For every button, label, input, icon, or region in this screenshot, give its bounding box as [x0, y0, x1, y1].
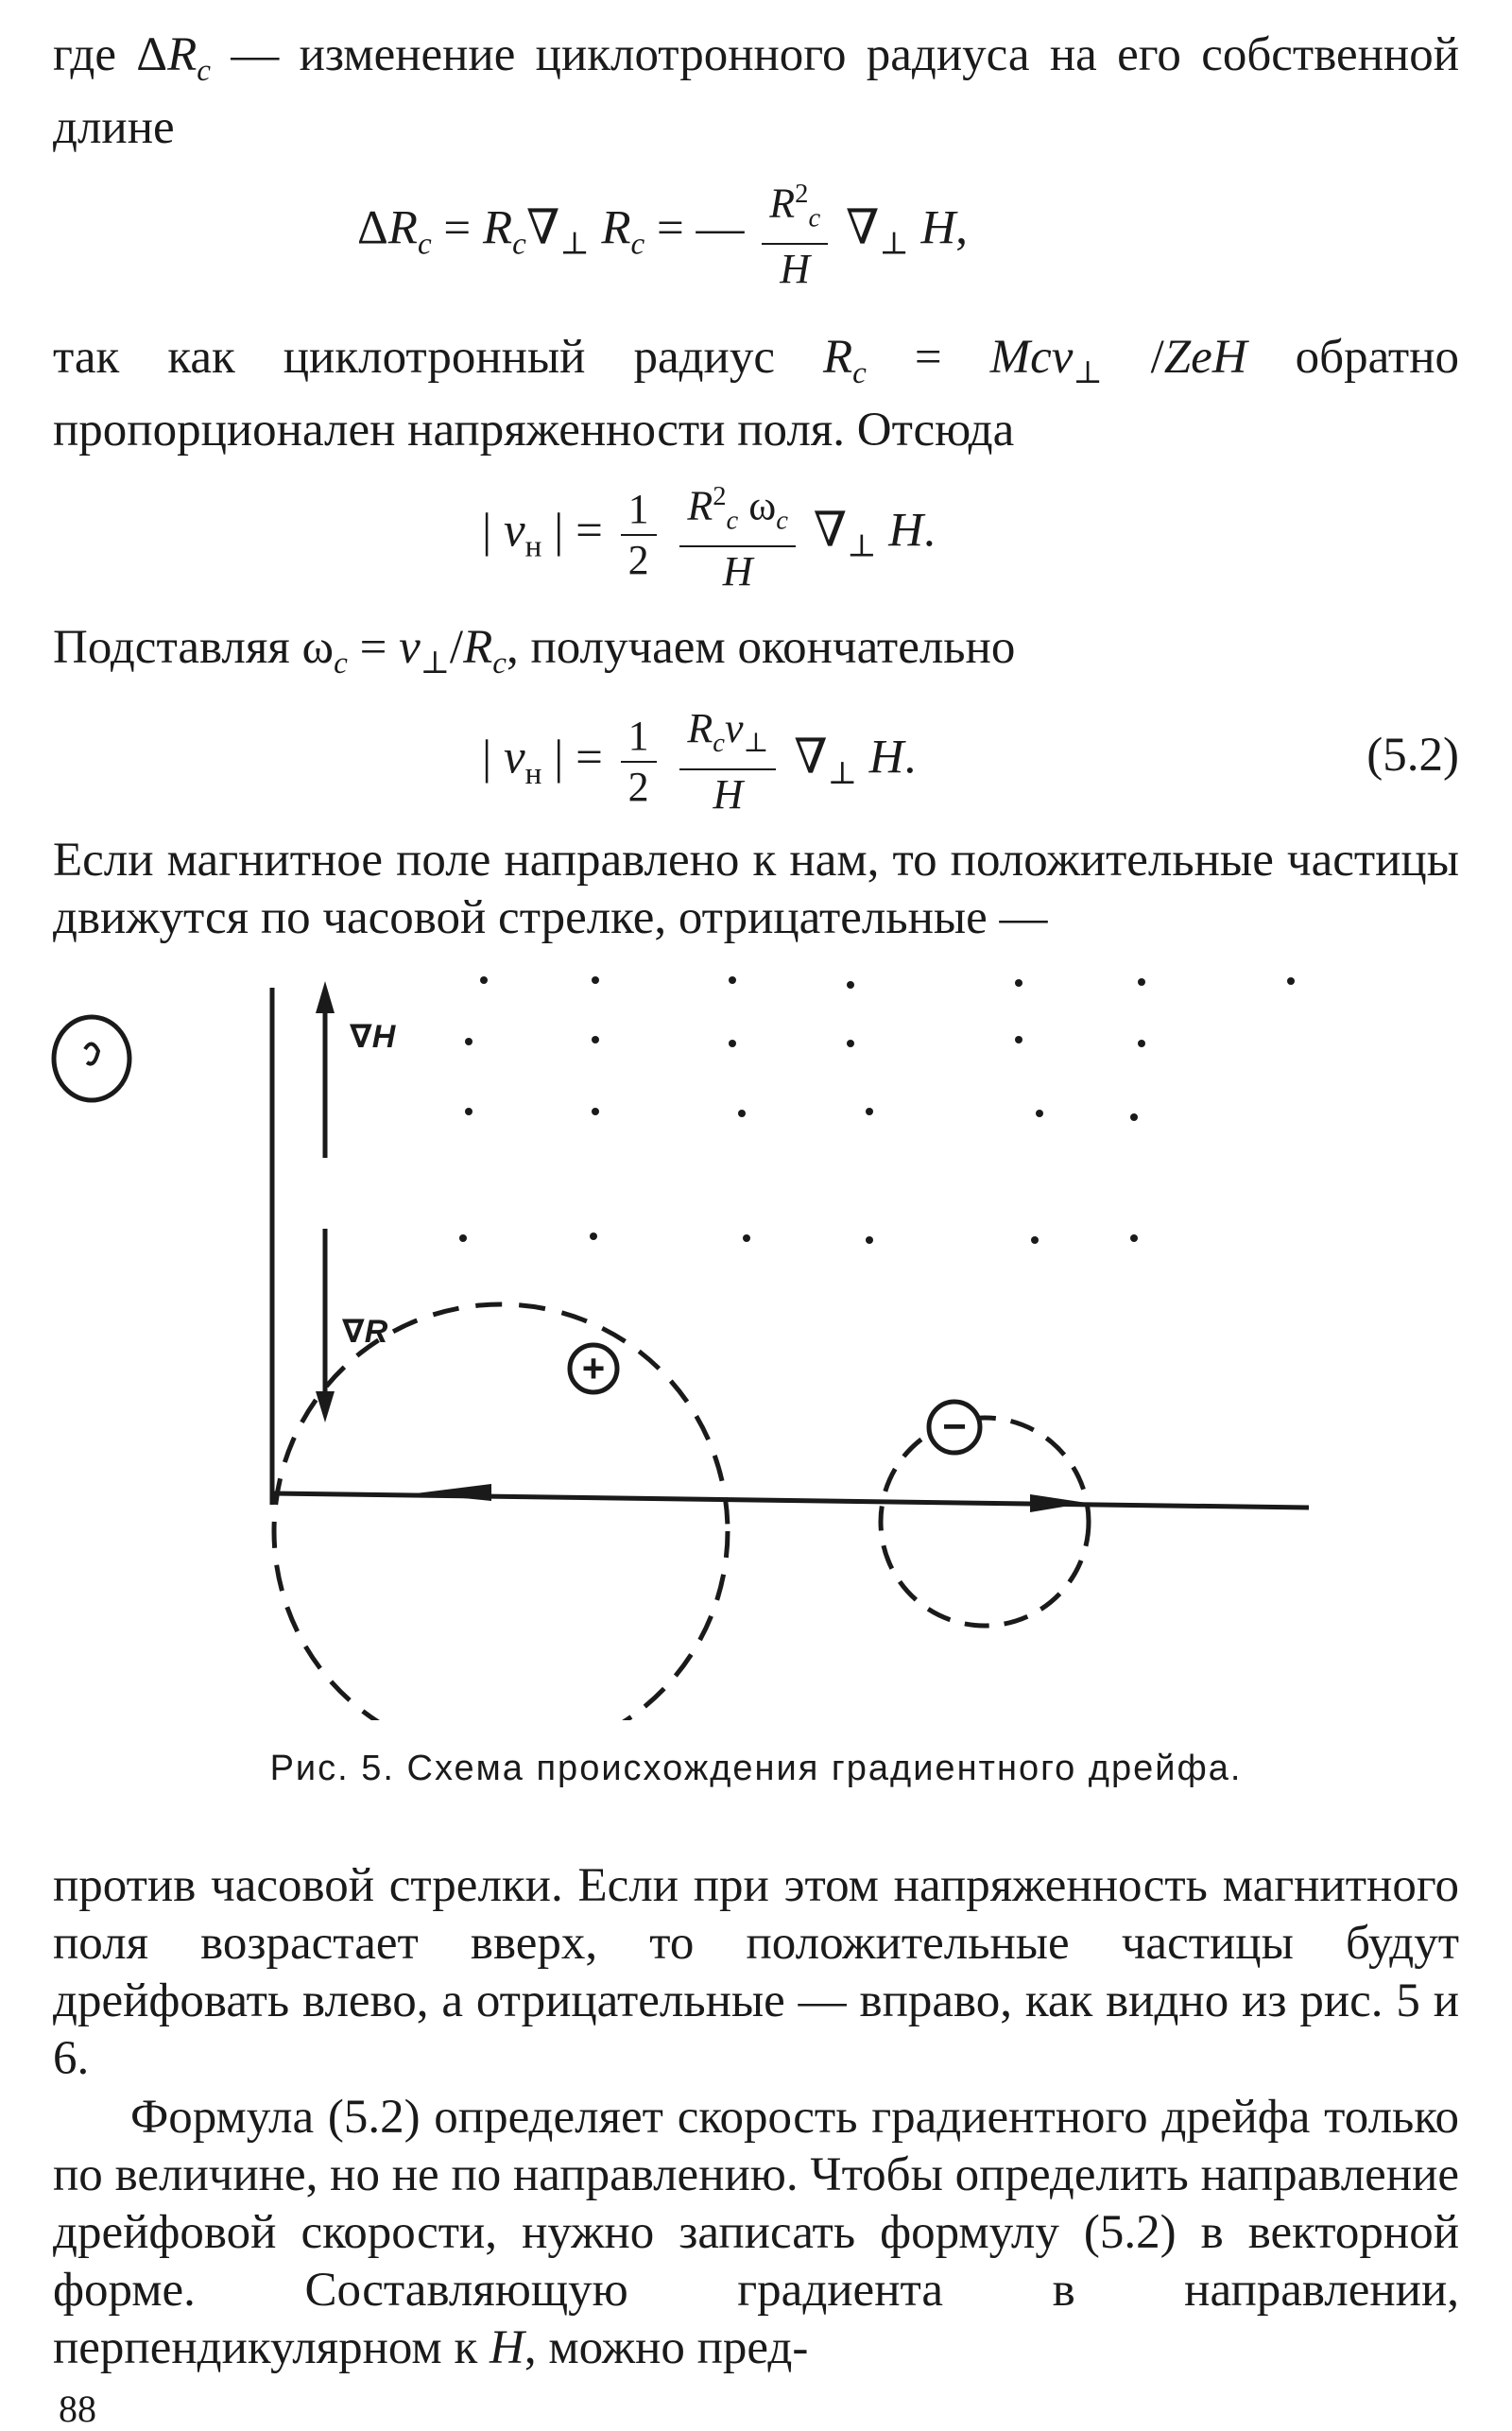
margin-mark-icon — [54, 1017, 129, 1100]
field-dots — [459, 976, 1295, 1244]
horizontal-field-line — [272, 1493, 1309, 1508]
grad-r-arrowhead — [316, 1391, 335, 1422]
positive-sign: + — [581, 1346, 606, 1390]
counterclockwise-paragraph: против часовой стрелки. Если при этом напряженность магнитного поля возрастает вверх, то положительные частицы будут дрейфовать влево, а отрицательные — вправо, как видно из рис. 5 и 6. — [53, 1859, 1459, 2085]
negative-sign: − — [942, 1404, 967, 1450]
left-drift-arrowhead — [416, 1484, 491, 1501]
formula-drift-velocity-final: | $v_н$ | = $\frac{1}{2}$ $\frac{R_cv_\perp}{H}$ $\nabla_\perp$ H. — [482, 705, 917, 818]
negative-orbit — [881, 1418, 1089, 1626]
equation-number: (5.2) — [1366, 729, 1459, 782]
formula-delta-rc: $\Delta R_c = R_c\nabla_\perp$ $R_c$ = — $\frac{R^2_c}{H}$ $\nabla_\perp$ H, — [357, 180, 969, 293]
formula-drift-velocity-1: | $v_н$ | = $\frac{1}{2}$ $\frac{R^2_c \omega_c}{H}$ $\nabla_\perp$ H. — [482, 482, 936, 595]
grad-r-label: ∇R — [342, 1314, 388, 1350]
page-number: 88 — [59, 2388, 96, 2430]
grad-h-arrowhead — [316, 981, 335, 1013]
field-direction-paragraph: Если магнитное поле направлено к нам, то положительные частицы движутся по часовой стрелке, отрицательные — — [53, 834, 1459, 944]
substitute-paragraph: Подставляя $\omega_c = v_\perp/R_c$, получаем окончательно — [53, 621, 1016, 681]
radius-paragraph: так как циклотронный радиус $R_c = Mcv_\perp$ /ZeH обратно пропорционален напряженности поля. Отсюда — [53, 331, 1459, 457]
figure-caption: Рис. 5. Схема происхождения градиентного дрейфа. — [269, 1749, 1243, 1788]
right-drift-arrowhead — [1030, 1494, 1087, 1512]
intro-paragraph: где $\Delta R_c$ — изменение циклотронного радиуса на его собственной длине — [53, 28, 1459, 155]
positive-orbit — [274, 1304, 728, 1720]
gradient-drift-figure — [0, 964, 1512, 1720]
formula-direction-paragraph: Формула (5.2) определяет скорость градиентного дрейфа только по величине, но не по направлению. Чтобы определить направление дрейфовой скорости, нужно записать формулу (5.2) в векторной форме. Составляющую градиента в направлении, перпендикулярном к H, можно пред- — [53, 2091, 1459, 2374]
grad-h-label: ∇H — [350, 1019, 396, 1055]
